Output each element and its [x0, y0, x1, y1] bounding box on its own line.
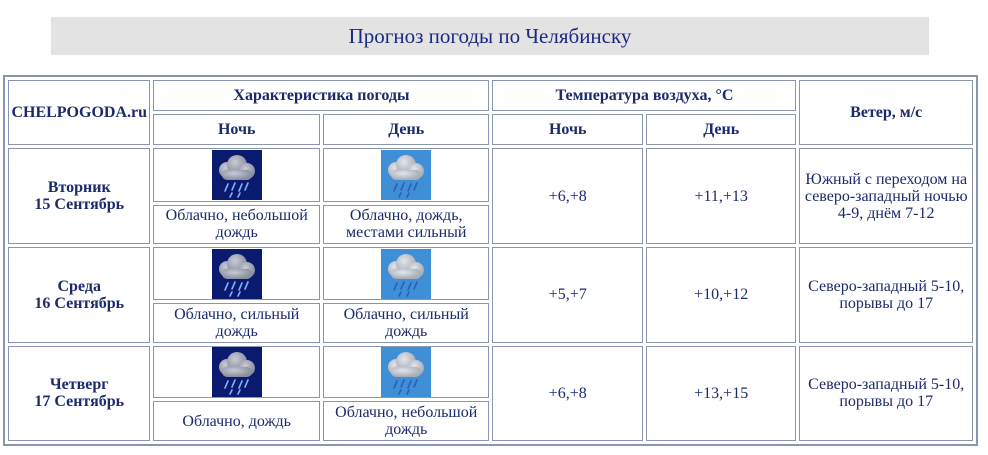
- forecast-table-frame: [3, 75, 978, 446]
- cloud-rain-day-icon: [381, 347, 431, 397]
- day-label: [8, 148, 150, 244]
- date: 17 Сентябрь: [34, 393, 125, 411]
- night-description: Облачно, дождь: [153, 401, 320, 441]
- temp-night: +5,+7: [492, 247, 642, 342]
- header-temp-day: День: [646, 114, 796, 144]
- header-air-temperature: Температура воздуха, °С: [492, 80, 796, 111]
- wind-info: Северо-западный 5-10, порывы до 17: [799, 346, 973, 441]
- date: 16 Сентябрь: [34, 294, 125, 312]
- night-icon-cell: [153, 247, 320, 300]
- night-description: Облачно, сильный дождь: [153, 303, 320, 343]
- temp-day: +11,+13: [646, 148, 796, 244]
- site-name[interactable]: CHELPOGODA.ru: [8, 80, 150, 145]
- cloud-rain-day-icon: [381, 249, 431, 299]
- header-weather-day: День: [323, 114, 490, 144]
- header-weather-night: Ночь: [153, 114, 320, 144]
- weekday: Среда: [57, 277, 101, 295]
- temp-day: +13,+15: [646, 346, 796, 441]
- day-description: Облачно, небольшой дождь: [323, 401, 490, 441]
- day-description: Облачно, дождь, местами сильный: [323, 205, 490, 245]
- night-icon-cell: [153, 148, 320, 202]
- cloud-rain-day-icon: [381, 150, 431, 200]
- cloud-rain-night-icon: [212, 249, 262, 299]
- date: 15 Сентябрь: [34, 196, 125, 214]
- night-description: Облачно, небольшой дождь: [153, 205, 320, 245]
- day-label: [8, 346, 150, 441]
- day-icon-cell: [323, 247, 490, 300]
- day-description: Облачно, сильный дождь: [323, 303, 490, 343]
- temp-night: +6,+8: [492, 148, 642, 244]
- day-label: [8, 247, 150, 342]
- night-icon-cell: [153, 346, 320, 399]
- cloud-rain-night-icon: [212, 150, 262, 200]
- temp-day: +10,+12: [646, 247, 796, 342]
- page-title: Прогноз погоды по Челябинску: [51, 17, 929, 55]
- header-wind: Ветер, м/с: [799, 80, 973, 145]
- day-icon-cell: [323, 148, 490, 202]
- weekday: Четверг: [49, 376, 109, 394]
- header-weather-characteristics: Характеристика погоды: [153, 80, 489, 111]
- wind-info: Северо-западный 5-10, порывы до 17: [799, 247, 973, 342]
- weekday: Вторник: [47, 179, 111, 197]
- forecast-table: [5, 77, 976, 444]
- header-temp-night: Ночь: [492, 114, 642, 144]
- day-icon-cell: [323, 346, 490, 399]
- wind-info: Южный с переходом на северо-западный ночью 4-9, днём 7-12: [799, 148, 973, 244]
- temp-night: +6,+8: [492, 346, 642, 441]
- cloud-rain-night-icon: [212, 347, 262, 397]
